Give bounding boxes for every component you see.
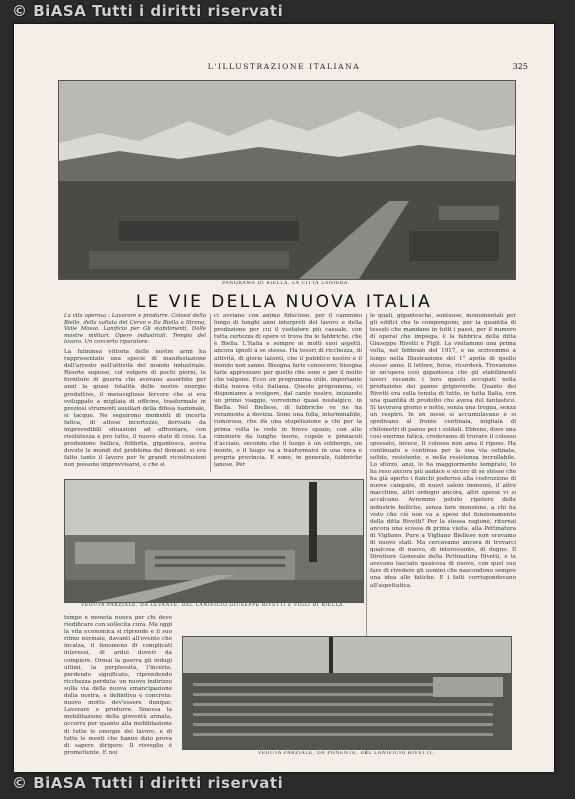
magazine-page (14, 24, 554, 772)
running-title: L'ILLUSTRAZIONE ITALIANA (207, 62, 361, 71)
column-divider-1 (210, 314, 211, 472)
column-1-text: La fulminea vittoria delle nostre armi ha rappresentato una specie di manifestazione dell'arresto nell'attività del mondo industriale. Risorte sopiose, col volgere di pochi giorni, le forniture di guerra che avevano assorbito per anni la quasi totalità delle nostre energie produttive, il meraviglioso fervore che si era sviluppato a migliaia di officine, trasformate in preziosi strumenti ausiliari della difesa nazionale, si tacque. Ne seguirono momenti di incerta fatica, di attese incertezze, derivate da imprevedibili situazioni ad affrontare, con risolutezza e pro tutte, il nuovo stato di cose. La produzione bellica, febbrile, gigantesca, aveva dovuto le mondi del problema del domani: si era fatto tanto il lavoro per le grandi ricostruzioni non possono improvvisarsi, e che si (64, 348, 206, 469)
caption-lanificio-ponente: VEDUTA PARZIALE, DA PONENTE, DEL LANIFICIO RIVETTI. (257, 751, 435, 756)
caption-panorama: PANORAMA DI BIELLA, LA CITTÀ LANIERA. (222, 281, 350, 286)
panorama-image (59, 81, 515, 279)
photo-panorama-biella (58, 80, 516, 280)
article-column-2: ci avviano con animo fiducioso, per il cammino lungo di lunghi anni interpreti del lavoro e della produzione per cui il visitatore più casuale, con tutta certezza di opere vi trova fra le fabbriche, che è Biella. L'Italia e sempre in molti suoi aspetti, ancora ignoti a se stessa. Ha tesori di ricchezza, di attività, di glorie latenti, che il pubblico nostro e il mondo non sanno. Bisogna farle conoscere; bisogna farle apprezzare per quello che sono e per il molto che valgono. Ecco un programma utile, importante della nuova vita italiana. Questo programma, ci disponiamo a svolgere, dal canto nostro, iniziando un primo viaggio, vorremmo quasi nostalgico, in Biella. Nel Biellese, di fabbriche ve ne ha veramente a dovizia. Sono una folla, interminabile, rumorosa, che dà una stupefazione a chi per la prima volta la vede in breve spazio, con alte ciminiere da lunghe teorie, cupole e pinnacoli d'acciaio, secondo che il luogo è un sobborgo, un monte, e il luogo va a trasformarsi in una vera e propria provincia. E sono, in generale, fabbriche lanose. Per (214, 313, 362, 468)
photo-lanificio-ponente (182, 636, 512, 750)
factory-image (65, 480, 363, 602)
factory-west-image (183, 637, 511, 749)
page-number: 325 (512, 62, 528, 71)
photo-lanificio-levante (64, 479, 364, 603)
article-column-3: le quali, gigantesche, sontuose, monumentali per gli edifici che le compongono, per la quantità di tessuti che mandano in tutti i paesi, per il numero di operai che impiega, è la fabbrica della ditta Giuseppe Rivetti e Figli. La visitammo una prima volta, nel febbraio del 1917, e ne scrivemmo a lungo nella Illustrazione del 1° aprile di quello stesso anno. Il lettore, forse, ricorderà. Trovammo in un'opera così gigantesca che gli stabilimenti lavori recando i loro questi occupati nella produzione dei panno grigioverde. Quanto dei Rivetti era sulla tenuta di tutto, in tutta Italia, con una quantità di prodotto che aveva del fantastico. Si lavorava giorno e notte, senza una tregua, senza un respiro. In un mese si accumulavano e si spedivano al fronte centinaia, migliaia di chilometri di panno per i soldati. Ebbene, dove una così enorme fatica, credevamo di trovare il colosso spossato, invece, Il colosso non ama il riposo. Ha continuato e continua per la sua via ostinata, solido, resistente, e nella resistenza incrollabile. Lo sforzo, anzi, lo ha maggiormente temprato, lo ha reso ancora più audace e sicuro di se stesso che ha già aperto i fianchi poderosi alla costruzione di nuove campate, di nuovi saloni immensi, il altre macchine, altri ordegni ancora, altri operai vi si accalcano. Avremmo potuto ripetere delle industrie belliche, senza fare menzione, a chi ha visto che ciò non va a spese del funzionamento della ditta Rivetti? Per la stessa ragione, ritornai ancora una scossa di prima visita, alla Pettinatura di Vigliano. Pure a Vigliano Biellese non eravamo di nuovo stati. Ma cercavamo ancora di trovarci qualcosa di nuovo, di interessante, di degno. Il Direttore Generale della Pettinatura Rivetti, e le avevano lasciato qualcosa di nuovo, con quel suo fare di rivedere gli uomini che nascondono sempre una idea alle fatiche. E i fatti corrispondevano all'aspettativa. (370, 313, 516, 589)
watermark-bottom: © BiASA Tutti i diritti riservati (12, 774, 284, 792)
caption-lanificio-levante: VEDUTA PARZIALE, DA LEVANTE, DEL LANIFICIO GIUSEPPE RIVETTI E FIGLI DI BIELLA. (80, 603, 346, 608)
article-headline: LE VIE DELLA NUOVA ITALIA (135, 292, 433, 312)
article-column-bottom-left: tempo e moneta nuova per chi deve riedificare con sollecita cura. Ma oggi la vita economica si riprende e il suo ritmo normale, davanti all'evento che incalza, il fenomeno di complicati interessi, di ardui doveri da compiere. Ormai la guerra gli indugi ultimi, la perplessità, l'incerta, perdendo significato, riprendendo ricchezza perduta: un nuovo indirizzo sulla via della nuova emancipazione della nostra, e definitiva e concreta: nuovo motto dev'essere dunque: Lavorare e produrre. Smessa la mobilitazione della gioventù armata, occorre per quanto alla mobilitazione di tutte le energie del lavoro, e di tutte le menti che hanno dato prova di sapere dirigere. Il risveglio è promettente. E noi (64, 615, 172, 756)
article-column-1 (64, 313, 206, 473)
watermark-top: © BiASA Tutti i diritti riservati (12, 2, 284, 20)
article-summary: La vita operosa : Lavorare e produrre. Colossi dello Bielle, della vallata del Cervo e Da Biella a Strona, Valle Mosso. Lanificio per Gli stabilimenti, Dalle mostre militari. Opere industriali. Tempio del lavoro. Un concerto riparatore. (64, 313, 206, 346)
